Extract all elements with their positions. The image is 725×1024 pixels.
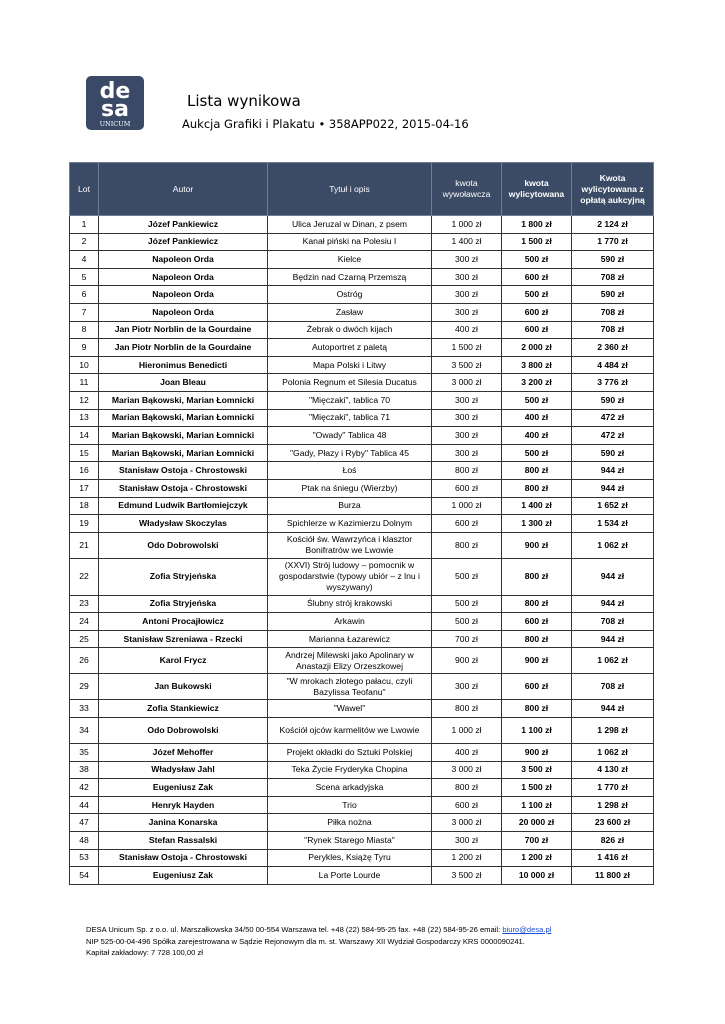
lot-cell: 23 [70, 595, 99, 613]
footer-address: DESA Unicum Sp. z o.o. ul. Marszałkowska 34/50 00-554 Warszawa tel. +48 (22) 584-95-25 fax. +48 (22) 584-95-26 email: [86, 925, 503, 934]
lot-cell: 10 [70, 356, 99, 374]
total-price-cell: 23 600 zł [572, 814, 654, 832]
hammer-price-cell: 600 zł [502, 268, 572, 286]
total-price-cell: 3 776 zł [572, 374, 654, 392]
total-price-cell: 708 zł [572, 321, 654, 339]
table-row [70, 216, 654, 234]
author-cell: Józef Pankiewicz [99, 216, 268, 234]
table-row [70, 339, 654, 357]
author-cell: Stanisław Ostoja - Chrostowski [99, 479, 268, 497]
title-cell: Autoportret z paletą [268, 339, 432, 357]
start-price-cell: 300 zł [432, 832, 502, 850]
title-cell: "Mięczaki", tablica 70 [268, 391, 432, 409]
total-price-cell: 944 zł [572, 479, 654, 497]
lot-cell: 38 [70, 761, 99, 779]
hammer-price-cell: 600 zł [502, 303, 572, 321]
lot-cell: 21 [70, 532, 99, 558]
footer [86, 924, 551, 959]
start-price-cell: 300 zł [432, 427, 502, 445]
author-cell: Stanisław Szreniawa - Rzecki [99, 630, 268, 648]
start-price-cell: 3 000 zł [432, 814, 502, 832]
title-cell: Marianna Łazarewicz [268, 630, 432, 648]
lot-cell: 24 [70, 613, 99, 631]
table-row [70, 718, 654, 744]
start-price-cell: 3 500 zł [432, 867, 502, 885]
hammer-price-cell: 500 zł [502, 391, 572, 409]
total-price-cell: 1 534 zł [572, 515, 654, 533]
start-price-cell: 300 zł [432, 303, 502, 321]
author-cell: Napoleon Orda [99, 286, 268, 304]
title-cell: "Gady, Płazy i Ryby" Tablica 45 [268, 444, 432, 462]
lot-cell: 44 [70, 796, 99, 814]
start-price-cell: 3 500 zł [432, 356, 502, 374]
start-price-cell: 500 zł [432, 595, 502, 613]
hammer-price-cell: 1 800 zł [502, 216, 572, 234]
title-cell: (XXVI) Strój ludowy – pomocnik w gospodarstwie (typowy ubiór – z lnu i wyszywany) [268, 558, 432, 595]
lot-cell: 29 [70, 674, 99, 700]
lot-cell: 14 [70, 427, 99, 445]
start-price-cell: 300 zł [432, 444, 502, 462]
total-price-cell: 1 062 zł [572, 648, 654, 674]
author-cell: Zofia Stryjeńska [99, 595, 268, 613]
hammer-price-cell: 20 000 zł [502, 814, 572, 832]
lot-cell: 53 [70, 849, 99, 867]
title-cell: Mapa Polski i Litwy [268, 356, 432, 374]
author-cell: Zofia Stryjeńska [99, 558, 268, 595]
title-cell: Burza [268, 497, 432, 515]
start-price-cell: 300 zł [432, 251, 502, 269]
hammer-price-cell: 3 200 zł [502, 374, 572, 392]
total-price-cell: 1 770 zł [572, 233, 654, 251]
total-price-cell: 472 zł [572, 427, 654, 445]
lot-cell: 17 [70, 479, 99, 497]
total-price-cell: 826 zł [572, 832, 654, 850]
logo-line2: sa [101, 97, 129, 122]
author-cell: Stefan Rassalski [99, 832, 268, 850]
desa-unicum-logo [86, 76, 144, 130]
col-header-lot: Lot [70, 163, 99, 216]
total-price-cell: 2 360 zł [572, 339, 654, 357]
hammer-price-cell: 800 zł [502, 462, 572, 480]
author-cell: Janina Konarska [99, 814, 268, 832]
col-header-hammer-price: kwota wylicytowana [502, 163, 572, 216]
total-price-cell: 590 zł [572, 391, 654, 409]
hammer-price-cell: 600 zł [502, 674, 572, 700]
title-cell: Kościół św. Wawrzyńca i klasztor Bonifratrów we Lwowie [268, 532, 432, 558]
author-cell: Władysław Jahl [99, 761, 268, 779]
logo-tagline: UNICUM [99, 120, 131, 128]
title-cell: Żebrak o dwóch kijach [268, 321, 432, 339]
author-cell: Joan Bleau [99, 374, 268, 392]
footer-line3: Kapitał zakładowy: 7 728 100,00 zł [86, 948, 203, 957]
total-price-cell: 472 zł [572, 409, 654, 427]
hammer-price-cell: 700 zł [502, 832, 572, 850]
author-cell: Hieronimus Benedicti [99, 356, 268, 374]
table-row [70, 515, 654, 533]
start-price-cell: 300 zł [432, 674, 502, 700]
col-header-author: Autor [99, 163, 268, 216]
title-cell: Trio [268, 796, 432, 814]
table-header-row [70, 163, 654, 216]
lot-cell: 26 [70, 648, 99, 674]
total-price-cell: 708 zł [572, 268, 654, 286]
table-row [70, 558, 654, 595]
start-price-cell: 3 000 zł [432, 374, 502, 392]
table-row [70, 779, 654, 797]
total-price-cell: 708 zł [572, 303, 654, 321]
title-cell: Ptak na śniegu (Wierzby) [268, 479, 432, 497]
lot-cell: 5 [70, 268, 99, 286]
total-price-cell: 944 zł [572, 558, 654, 595]
logo-line1: de [99, 79, 131, 104]
table-row [70, 648, 654, 674]
total-price-cell: 708 zł [572, 613, 654, 631]
col-header-title: Tytuł i opis [268, 163, 432, 216]
author-cell: Stanisław Ostoja - Chrostowski [99, 849, 268, 867]
results-table [69, 162, 654, 885]
lot-cell: 15 [70, 444, 99, 462]
title-cell: Projekt okładki do Sztuki Polskiej [268, 744, 432, 762]
start-price-cell: 500 zł [432, 613, 502, 631]
author-cell: Władysław Skoczylas [99, 515, 268, 533]
total-price-cell: 2 124 zł [572, 216, 654, 234]
lot-cell: 18 [70, 497, 99, 515]
table-row [70, 444, 654, 462]
total-price-cell: 1 298 zł [572, 796, 654, 814]
total-price-cell: 1 652 zł [572, 497, 654, 515]
author-cell: Jan Piotr Norblin de la Gourdaine [99, 321, 268, 339]
table-row [70, 251, 654, 269]
start-price-cell: 800 zł [432, 700, 502, 718]
author-cell: Marian Bąkowski, Marian Łomnicki [99, 427, 268, 445]
total-price-cell: 708 zł [572, 674, 654, 700]
hammer-price-cell: 500 zł [502, 444, 572, 462]
title-cell: Andrzej Milewski jako Apolinary w Anastazji Elizy Orzeszkowej [268, 648, 432, 674]
total-price-cell: 590 zł [572, 251, 654, 269]
hammer-price-cell: 1 500 zł [502, 779, 572, 797]
table-row [70, 700, 654, 718]
table-row [70, 462, 654, 480]
footer-line2: NIP 525-00-04-496 Spółka zarejestrowana w Sądzie Rejonowym dla m. st. Warszawy XII Wydział Gospodarczy KRS 0000090241. [86, 936, 525, 946]
start-price-cell: 700 zł [432, 630, 502, 648]
table-row [70, 303, 654, 321]
hammer-price-cell: 400 zł [502, 409, 572, 427]
total-price-cell: 11 800 zł [572, 867, 654, 885]
total-price-cell: 1 770 zł [572, 779, 654, 797]
start-price-cell: 3 000 zł [432, 761, 502, 779]
table-row [70, 674, 654, 700]
total-price-cell: 944 zł [572, 462, 654, 480]
hammer-price-cell: 800 zł [502, 700, 572, 718]
author-cell: Marian Bąkowski, Marian Łomnicki [99, 444, 268, 462]
title-cell: Ulica Jeruzal w Dinan, z psem [268, 216, 432, 234]
col-header-start-price: kwota wywoławcza [432, 163, 502, 216]
hammer-price-cell: 1 300 zł [502, 515, 572, 533]
start-price-cell: 300 zł [432, 286, 502, 304]
table-row [70, 321, 654, 339]
lot-cell: 6 [70, 286, 99, 304]
start-price-cell: 1 500 zł [432, 339, 502, 357]
table-row [70, 427, 654, 445]
title-cell: Łoś [268, 462, 432, 480]
author-cell: Eugeniusz Zak [99, 867, 268, 885]
author-cell: Napoleon Orda [99, 268, 268, 286]
table-row [70, 391, 654, 409]
author-cell: Antoni Procajłowicz [99, 613, 268, 631]
start-price-cell: 900 zł [432, 648, 502, 674]
title-cell: Arkawin [268, 613, 432, 631]
table-row [70, 532, 654, 558]
title-cell: "Rynek Starego Miasta" [268, 832, 432, 850]
start-price-cell: 300 zł [432, 268, 502, 286]
total-price-cell: 1 298 zł [572, 718, 654, 744]
author-cell: Jan Bukowski [99, 674, 268, 700]
start-price-cell: 1 000 zł [432, 216, 502, 234]
hammer-price-cell: 500 zł [502, 286, 572, 304]
hammer-price-cell: 1 100 zł [502, 796, 572, 814]
lot-cell: 48 [70, 832, 99, 850]
title-cell: Kanał piński na Polesiu I [268, 233, 432, 251]
lot-cell: 8 [70, 321, 99, 339]
start-price-cell: 300 zł [432, 409, 502, 427]
title-cell: Kielce [268, 251, 432, 269]
start-price-cell: 500 zł [432, 558, 502, 595]
title-cell: Ostróg [268, 286, 432, 304]
start-price-cell: 800 zł [432, 532, 502, 558]
table-row [70, 268, 654, 286]
table-row [70, 630, 654, 648]
table-row [70, 814, 654, 832]
hammer-price-cell: 2 000 zł [502, 339, 572, 357]
author-cell: Marian Bąkowski, Marian Łomnicki [99, 409, 268, 427]
start-price-cell: 1 400 zł [432, 233, 502, 251]
total-price-cell: 944 zł [572, 700, 654, 718]
table-row [70, 595, 654, 613]
title-cell: Perykles, Książę Tyru [268, 849, 432, 867]
title-cell: Scena arkadyjska [268, 779, 432, 797]
total-price-cell: 944 zł [572, 630, 654, 648]
table-row [70, 849, 654, 867]
hammer-price-cell: 400 zł [502, 427, 572, 445]
author-cell: Edmund Ludwik Bartłomiejczyk [99, 497, 268, 515]
lot-cell: 22 [70, 558, 99, 595]
author-cell: Henryk Hayden [99, 796, 268, 814]
total-price-cell: 590 zł [572, 286, 654, 304]
table-row [70, 744, 654, 762]
start-price-cell: 1 000 zł [432, 497, 502, 515]
title-cell: Zasław [268, 303, 432, 321]
lot-cell: 35 [70, 744, 99, 762]
title-cell: "Mięczaki", tablica 71 [268, 409, 432, 427]
start-price-cell: 400 zł [432, 744, 502, 762]
lot-cell: 12 [70, 391, 99, 409]
title-cell: La Porte Lourde [268, 867, 432, 885]
author-cell: Odo Dobrowolski [99, 532, 268, 558]
hammer-price-cell: 600 zł [502, 613, 572, 631]
start-price-cell: 1 000 zł [432, 718, 502, 744]
hammer-price-cell: 3 800 zł [502, 356, 572, 374]
page-subtitle: Aukcja Grafiki i Plakatu • 358APP022, 2015-04-16 [182, 117, 469, 131]
lot-cell: 47 [70, 814, 99, 832]
table-row [70, 613, 654, 631]
lot-cell: 7 [70, 303, 99, 321]
lot-cell: 34 [70, 718, 99, 744]
title-cell: Będzin nad Czarną Przemszą [268, 268, 432, 286]
title-cell: "Owady" Tablica 48 [268, 427, 432, 445]
hammer-price-cell: 1 200 zł [502, 849, 572, 867]
lot-cell: 25 [70, 630, 99, 648]
start-price-cell: 400 zł [432, 321, 502, 339]
total-price-cell: 4 484 zł [572, 356, 654, 374]
col-header-total-price: Kwota wylicytowana z opłatą aukcyjną [572, 163, 654, 216]
hammer-price-cell: 1 500 zł [502, 233, 572, 251]
title-cell: Ślubny strój krakowski [268, 595, 432, 613]
table-row [70, 374, 654, 392]
title-cell: Polonia Regnum et Silesia Ducatus [268, 374, 432, 392]
lot-cell: 42 [70, 779, 99, 797]
hammer-price-cell: 900 zł [502, 532, 572, 558]
start-price-cell: 600 zł [432, 479, 502, 497]
page-title: Lista wynikowa [187, 92, 301, 110]
table-row [70, 356, 654, 374]
author-cell: Karol Frycz [99, 648, 268, 674]
table-row [70, 286, 654, 304]
start-price-cell: 600 zł [432, 796, 502, 814]
table-row [70, 233, 654, 251]
title-cell: "Wawel" [268, 700, 432, 718]
start-price-cell: 600 zł [432, 515, 502, 533]
total-price-cell: 1 416 zł [572, 849, 654, 867]
title-cell: Piłka nożna [268, 814, 432, 832]
hammer-price-cell: 3 500 zł [502, 761, 572, 779]
lot-cell: 9 [70, 339, 99, 357]
table-row [70, 796, 654, 814]
lot-cell: 33 [70, 700, 99, 718]
total-price-cell: 4 130 zł [572, 761, 654, 779]
footer-line1 [86, 924, 551, 936]
hammer-price-cell: 600 zł [502, 321, 572, 339]
hammer-price-cell: 900 zł [502, 648, 572, 674]
author-cell: Napoleon Orda [99, 303, 268, 321]
author-cell: Napoleon Orda [99, 251, 268, 269]
author-cell: Józef Mehoffer [99, 744, 268, 762]
lot-cell: 19 [70, 515, 99, 533]
lot-cell: 11 [70, 374, 99, 392]
hammer-price-cell: 1 400 zł [502, 497, 572, 515]
author-cell: Eugeniusz Zak [99, 779, 268, 797]
start-price-cell: 800 zł [432, 779, 502, 797]
hammer-price-cell: 10 000 zł [502, 867, 572, 885]
title-cell: Teka Życie Fryderyka Chopina [268, 761, 432, 779]
start-price-cell: 1 200 zł [432, 849, 502, 867]
table-row [70, 409, 654, 427]
title-cell: Kościół ojców karmelitów we Lwowie [268, 718, 432, 744]
table-row [70, 497, 654, 515]
total-price-cell: 944 zł [572, 595, 654, 613]
title-cell: "W mrokach złotego pałacu, czyli Bazylissa Teofanu" [268, 674, 432, 700]
hammer-price-cell: 800 zł [502, 479, 572, 497]
start-price-cell: 800 zł [432, 462, 502, 480]
author-cell: Jan Piotr Norblin de la Gourdaine [99, 339, 268, 357]
hammer-price-cell: 800 zł [502, 595, 572, 613]
author-cell: Stanisław Ostoja - Chrostowski [99, 462, 268, 480]
lot-cell: 2 [70, 233, 99, 251]
author-cell: Marian Bąkowski, Marian Łomnicki [99, 391, 268, 409]
table-row [70, 761, 654, 779]
author-cell: Odo Dobrowolski [99, 718, 268, 744]
table-row [70, 867, 654, 885]
author-cell: Józef Pankiewicz [99, 233, 268, 251]
author-cell: Zofia Stankiewicz [99, 700, 268, 718]
lot-cell: 13 [70, 409, 99, 427]
hammer-price-cell: 800 zł [502, 630, 572, 648]
total-price-cell: 590 zł [572, 444, 654, 462]
lot-cell: 16 [70, 462, 99, 480]
hammer-price-cell: 800 zł [502, 558, 572, 595]
total-price-cell: 1 062 zł [572, 744, 654, 762]
table-row [70, 832, 654, 850]
footer-email-link[interactable]: biuro@desa.pl [502, 925, 552, 934]
lot-cell: 54 [70, 867, 99, 885]
lot-cell: 4 [70, 251, 99, 269]
title-cell: Spichlerze w Kazimierzu Dolnym [268, 515, 432, 533]
hammer-price-cell: 900 zł [502, 744, 572, 762]
hammer-price-cell: 1 100 zł [502, 718, 572, 744]
hammer-price-cell: 500 zł [502, 251, 572, 269]
table-row [70, 479, 654, 497]
total-price-cell: 1 062 zł [572, 532, 654, 558]
lot-cell: 1 [70, 216, 99, 234]
start-price-cell: 300 zł [432, 391, 502, 409]
